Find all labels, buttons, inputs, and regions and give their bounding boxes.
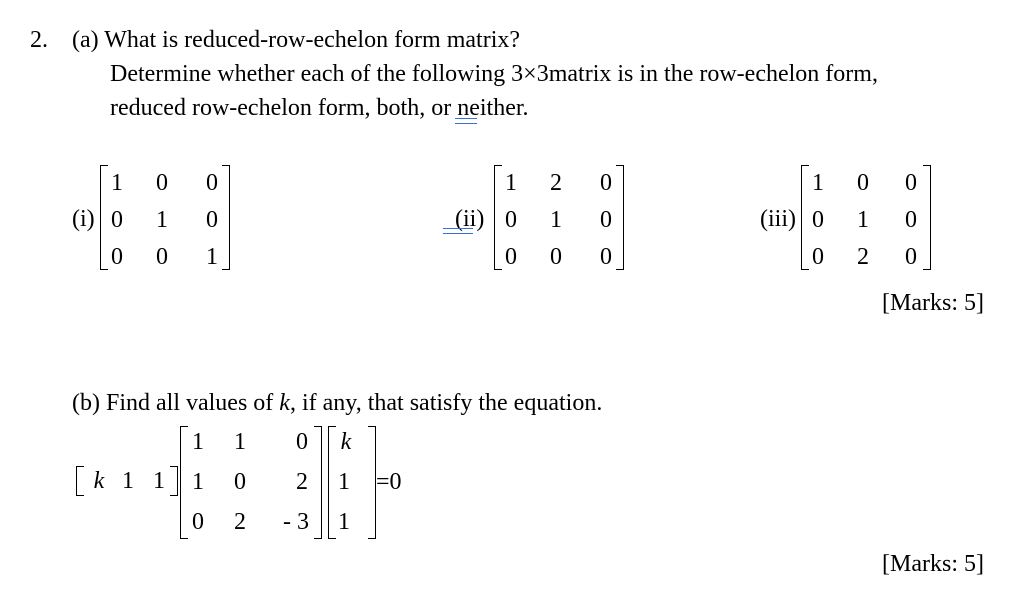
matrix-cell: 0 <box>156 170 168 196</box>
matrix-cell: 0 <box>812 244 824 270</box>
matrix-ii <box>494 165 624 270</box>
matrix-cell: 1 <box>550 207 562 233</box>
matrix-cell: 0 <box>812 207 824 233</box>
matrix-a <box>180 426 322 539</box>
matrix-cell: - 3 <box>283 509 309 535</box>
matrix-cell: 0 <box>505 244 517 270</box>
matrix-cell: 0 <box>111 207 123 233</box>
matrix-cell: 0 <box>296 429 308 455</box>
matrix-cell: 0 <box>905 207 917 233</box>
matrix-cell: 0 <box>857 170 869 196</box>
matrix-cell: 0 <box>505 207 517 233</box>
matrix-cell: 0 <box>600 244 612 270</box>
part-b-title <box>72 391 602 415</box>
matrix-cell: 0 <box>600 170 612 196</box>
matrix-cell: 0 <box>905 244 917 270</box>
matrix-label-iii: (iii) <box>760 206 796 232</box>
matrix-cell: 0 <box>156 244 168 270</box>
spellcheck-underline <box>455 118 477 124</box>
matrix-cell: 0 <box>111 244 123 270</box>
matrix-cell: 1 <box>857 207 869 233</box>
matrix-cell: 1 <box>111 170 123 196</box>
matrix-cell: 1 <box>192 469 204 495</box>
matrix-cell: 1 <box>192 429 204 455</box>
vector-cell: 1 <box>153 468 165 494</box>
part-b-pre: (b) Find all values of <box>72 390 280 416</box>
matrix-label-ii: (ii) <box>455 206 485 232</box>
part-a-line2 <box>110 96 529 120</box>
part-a-line2-pre: reduced row-echelon form, both, <box>110 95 432 121</box>
matrix-cell: 2 <box>857 244 869 270</box>
part-a-line1: Determine whether each of the following 3×3matrix is in the row-echelon form, <box>110 61 878 87</box>
marks-part-b: [Marks: 5] <box>882 551 984 577</box>
matrix-cell: 2 <box>234 509 246 535</box>
matrix-cell: 2 <box>550 170 562 196</box>
vector-cell: 1 <box>338 509 350 535</box>
part-b-post: , if any, that satisfy the equation. <box>289 390 603 416</box>
matrix-cell: 0 <box>905 170 917 196</box>
matrix-i <box>100 165 230 270</box>
matrix-cell: 0 <box>550 244 562 270</box>
matrix-iii <box>801 165 931 270</box>
vector-cell: k <box>93 468 105 494</box>
part-b-var: k <box>279 390 290 416</box>
matrix-cell: 1 <box>505 170 517 196</box>
equals-zero: =0 <box>376 469 402 495</box>
part-a-title: (a) What is reduced-row-echelon form matrix? <box>72 27 521 53</box>
matrix-label-i: (i) <box>72 206 95 232</box>
part-a-or: or <box>431 95 452 121</box>
spellcheck-underline <box>443 228 473 234</box>
marks-part-a: [Marks: 5] <box>882 290 984 316</box>
column-vector <box>328 426 376 539</box>
vector-cell: k <box>340 429 352 455</box>
matrix-cell: 1 <box>812 170 824 196</box>
matrix-cell: 1 <box>234 429 246 455</box>
matrix-cell: 2 <box>296 469 308 495</box>
matrix-cell: 0 <box>192 509 204 535</box>
vector-cell: 1 <box>338 469 350 495</box>
matrix-cell: 0 <box>600 207 612 233</box>
vector-cell: 1 <box>122 468 134 494</box>
question-number: 2. <box>30 27 48 53</box>
matrix-cell: 0 <box>234 469 246 495</box>
matrix-cell: 0 <box>206 207 218 233</box>
matrix-cell: 0 <box>206 170 218 196</box>
matrix-cell: 1 <box>156 207 168 233</box>
matrix-cell: 1 <box>206 244 218 270</box>
part-a-line2-post: neither. <box>451 95 529 121</box>
row-vector <box>76 466 178 496</box>
